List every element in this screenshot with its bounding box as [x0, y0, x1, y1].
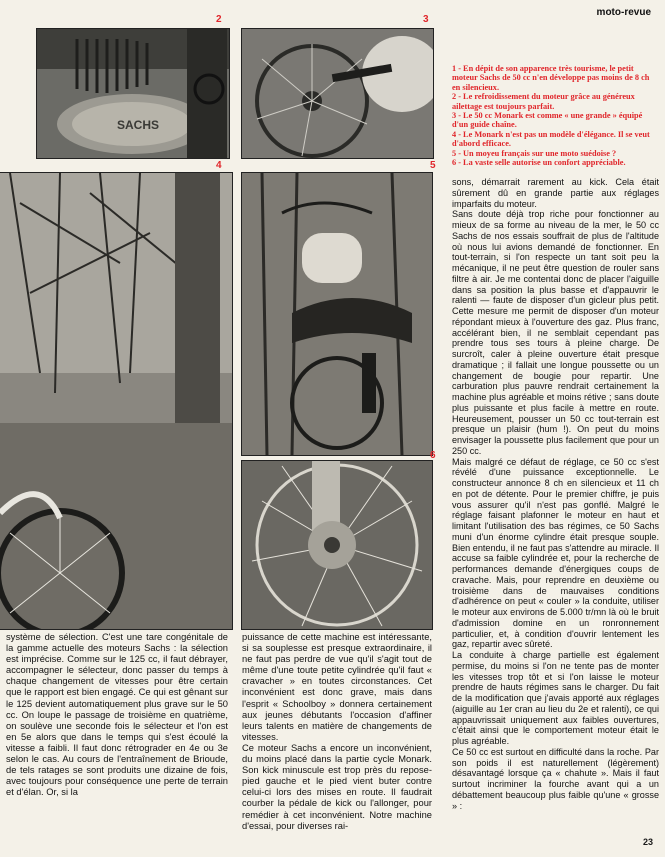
paragraph: Ce 50 cc est surtout en difficulté dans la roche. Par son poids il est naturellement (légèrement) désavantagé lorsque ça « chahute ». Mais il faut surtout incriminer la fourche avant qui a un débattement beaucoup plus faible qu'une « grosse » : — [452, 746, 659, 811]
paragraph: La conduite à charge partielle est également permise, du moins si l'on ne tente pas de monter les vitesses trop tôt et si l'on laisse le moteur prendre de hauts régimes sans le charger. Du fait de la modification que j'avais apporté aux réglages (aiguille au 1er cran au lieu du 2e et ralenti), ce qui appauvrissait uniquement aux faibles ouvertures, c'était ainsi que le comportement moteur était le plus agréable. — [452, 650, 659, 746]
caption: 5 - Un moyeu français sur une moto suédoise ? — [452, 148, 617, 158]
bike-seat-photo — [241, 172, 433, 456]
paragraph: Ce moteur Sachs a encore un inconvénient, du moins placé dans la partie cycle Monark. Son kick minuscule est trop près du repose-pied gauche et le pied vient buter contre celui-ci lors des mises en route. Il faudrait courber la pédale de kick ou l'allonger, pour remédier à cet inconvénient. Notre machine d'essai, pour diverses rai- — [242, 742, 432, 831]
caption: 1 - En dépit de son apparence très tourisme, le petit moteur Sachs de 50 cc n'en développe pas moins de 8 ch en silencieux. — [452, 64, 650, 92]
front-hub-photo — [241, 460, 433, 630]
sachs-lettering: SACHS — [117, 118, 160, 132]
photo-number: 6 — [430, 450, 436, 461]
front-hub-illustration — [242, 461, 432, 629]
text-column-2 — [242, 632, 432, 832]
photo-number: 2 — [216, 14, 222, 25]
paragraph: Mais malgré ce défaut de réglage, ce 50 cc s'est révélé d'une puissance exceptionnelle. Le constructeur annonce 8 ch en silencieux et 11 ch en pot de détente. Pour le premier chiffre, je puis vous assurer qu'il n'est pas gonflé. Malgré le réglage faisant plafonner le moteur en haut et limitant l'utilisation des bas régimes, ce 50 Sachs muni d'un énorme cylindre était presque souple. Bien entendu, il ne faut pas s'attendre au miracle. Il accuse sa faible cylindrée et, pour la recherche de performances demande d'énergiques coups de cravache. Mais, pour reprendre en deuxième ou troisième dans de mauvaises conditions d'adhérence on peut « couler » la conduite, utiliser le moteur aux environs de 5.000 tr/mn là où le bruit d'admission domine en un ronronnement particulier, et, à condition d'ouvrir lentement les gaz, repartir avec sûreté. — [452, 456, 659, 650]
text-column-3 — [452, 177, 659, 811]
page-number: 23 — [642, 837, 653, 847]
paragraph: puissance de cette machine est intéressante, si sa souplesse est presque extraordinaire, il ne faut pas perdre de vue qu'il s'agit tout de même d'une toute petite cylindrée qu'il faut « cravacher » en toutes circonstances. Cet inconvénient est donc grave, mais dans l'esprit « Schoolboy » donnera certainement aux jeunes débutants l'occasion d'affiner leurs talents en matière de changements de vitesses. — [242, 632, 432, 742]
photo-number: 3 — [423, 14, 429, 25]
paragraph: sons, démarrait rarement au kick. Cela était sûrement dû en grande partie aux réglages imparfaits du moteur. — [452, 177, 659, 209]
engine-photo — [36, 28, 230, 159]
photo-number: 5 — [430, 160, 436, 171]
photo-number: 4 — [216, 160, 222, 171]
caption: 3 - Le 50 cc Monark est comme « une grande » équipé d'un guide chaîne. — [452, 111, 643, 130]
paragraph: système de sélection. C'est une tare congénitale de la gamme actuelle des moteurs Sachs : la sélection est imprécise. Comme sur le 125 cc, il faut débrayer, accompagner le sélecteur, donc passer du temps à chaque changement de vitesses pour être certain que le rapport est bien engagé. Ce qui est gênant sur le 125 devient automatiquement plus grave sur le 50 cc. On loupe le passage de troisième en quatrième, on soulève une seconde fois le sélecteur et l'on est en 5e alors que dans le temps qui s'est écoulé la vitesse a faibli. Il faut donc rétrograder en 4e ou 3e selon le cas. Au cours de l'entraînement de Brioude, de tels ratages se sont produits une dizaine de fois, avec toujours pour conséquence une perte de terrain et d'élan. Or, si la — [6, 632, 228, 798]
caption: 2 - Le refroidissement du moteur grâce au généreux ailettage est toujours parfait. — [452, 92, 635, 111]
chain-guide-illustration — [242, 29, 433, 158]
engine-illustration — [37, 29, 229, 158]
bike-woods-photo — [0, 172, 233, 630]
text-column-1 — [6, 632, 228, 798]
paragraph: Sans doute déjà trop riche pour fonctionner au mieux de sa forme au niveau de la mer, le 50 cc Sachs de nos essais souffrait de plus de l'altitude où nous lui avions demandé de fonctionner. En tout-terrain, si l'on respecte un tant soit peu la mécanique, il ne peut être question de rouler sans filtre à air. Je me contentai donc de placer l'aiguille dans sa position la plus basse et d'appauvrir le ralenti — faute de disposer d'un gicleur plus petit. Cette mesure me permit de disposer d'un moteur répondant mieux à l'ouverture des gaz. Plus franc, accélérant bien, il ne semblait cependant pas prendre tous ses tours à pleine charge. De surcroît, caler à pleine ouverture était presque dramatique ; il fallait une longue poussette ou un changement de bougie pour repartir. Une carburation plus pauvre rendrait certainement la machine plus agréable et moins rétive ; sans doute plus puissante et plus facile à mettre en route. Heureusement, pousser un 50 cc tout-terrain est presque un plaisir (hum !). On peut du moins envisager la poussette plus facilement que pour un 250 cc. — [452, 209, 659, 456]
chain-guide-photo — [241, 28, 434, 159]
photo-captions — [452, 64, 658, 167]
caption: 4 - Le Monark n'est pas un modèle d'élégance. Il se veut d'abord efficace. — [452, 129, 650, 149]
caption: 6 - La vaste selle autorise un confort appréciable. — [452, 158, 626, 168]
bike-woods-illustration — [0, 173, 232, 629]
bike-seat-illustration — [242, 173, 432, 455]
section-header: moto-revue — [596, 7, 651, 18]
